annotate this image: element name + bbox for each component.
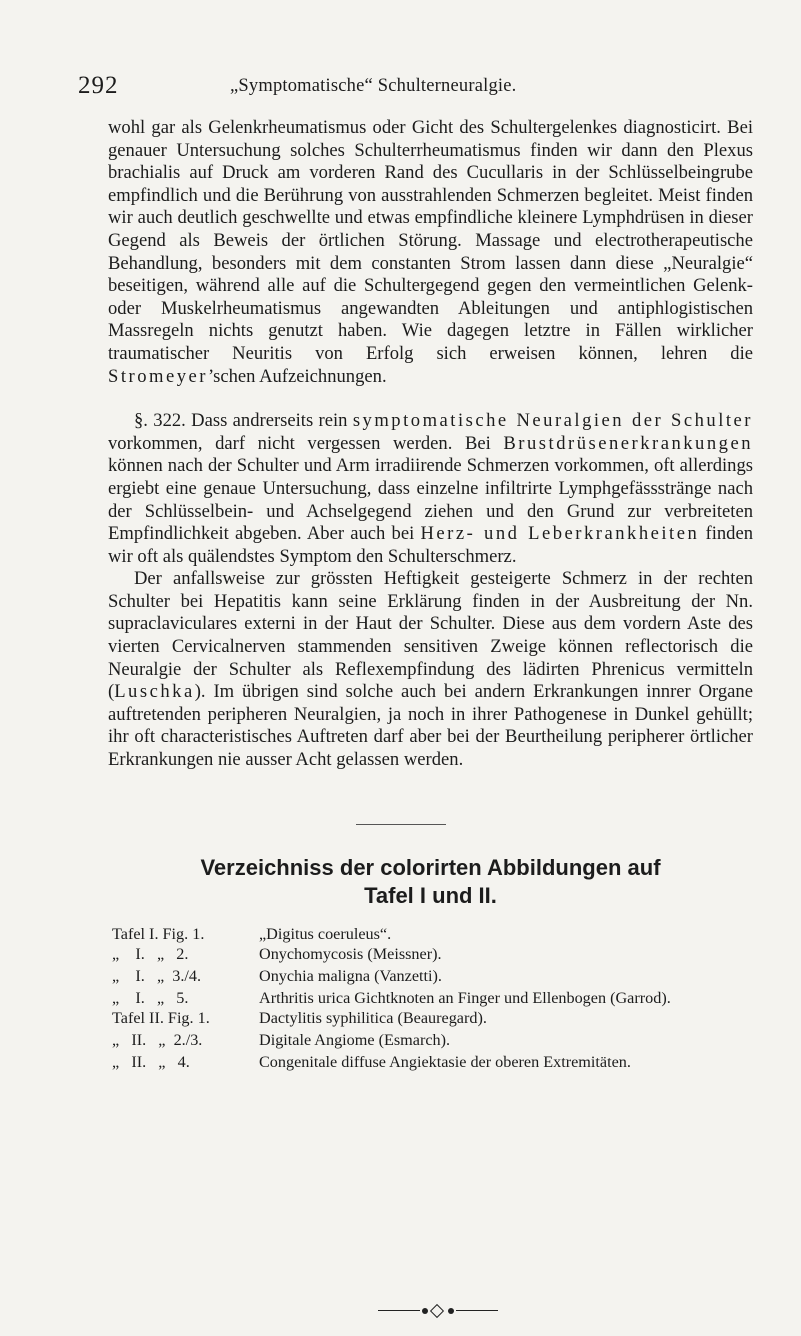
paragraph-1: wohl gar als Gelenkrheumatismus oder Gicht des Schultergelenkes diagnosticirt. Bei genauer Untersuchung solches Schulterrheumatismus finden wir dann den Plexus brachialis auf Druck am vorderen Rand des Cucullaris in der Schlüsselbeingrube empfindlich und die Berührung von ausstrahlenden Schmerzen begleitet. Meist finden wir auch deutlich geschwellte und etwas empfindliche kleinere Lymphdrüsen in dieser Gegend als Beweis der örtlichen Störung. Massage und electrotherapeutische Behandlung, besonders mit dem constanten Strom lassen dann diese „Neuralgie“ beseitigen, während alle auf die Schultergegend gegen den vermeintlichen Gelenk- oder Muskelrheumatismus angewandten Ableitungen und antiphlogistischen Massregeln nichts genutzt haben. Wie dagegen letztre in Fällen wirklicher traumatischer Neuritis von Erfolg sich erweisen können, lehren die Stromeyer’schen Aufzeichnungen. bbox=[108, 117, 753, 387]
paragraph-2: §. 322. Dass andrerseits rein symptomatische Neuralgien der Schulter vorkommen, darf nicht vergessen werden. Bei Brustdrüsenerkrankungen können nach der Schulter und Arm irradiirende Schmerzen vorkommen, oft allerdings ergiebt eine genaue Untersuchung, dass einzelne infiltrirte Lymphgefässstränge nach der Schlüsselbein- und Achselgegend ziehen und den Grund zur verbreiteten Empfindlichkeit abgeben. Aber auch bei Herz- und Leberkrankheiten finden wir oft als quälendstes Symptom den Schulterschmerz. bbox=[108, 410, 754, 567]
section-heading: Verzeichniss der colorirten Abbildungen auf Tafel I und II. bbox=[200, 855, 661, 908]
running-title: „Symptomatische“ Schulterneuralgie. bbox=[230, 76, 517, 96]
end-ornament bbox=[378, 1306, 498, 1316]
emphasis-text: symptomatische Neuralgien der Schulter bbox=[352, 410, 753, 432]
figure-entry: „ I. „ 5. Arthritis urica Gichtknoten an Finger und Ellenbogen (Garrod). bbox=[112, 989, 671, 1007]
author-name: Stromeyer bbox=[108, 365, 208, 387]
paragraph-3: Der anfallsweise zur grössten Heftigkeit gesteigerte Schmerz in der rechten Schulter bei Hepatitis kann seine Erklärung finden in der Ausbreitung der Nn. supraclaviculares externi in der Haut der Schulter. Diese aus dem vordern Aste des vierten Cervicalnerven stammenden sensitiven Zweige können reflectorisch die Neuralgie der Schulter als Reflexempfindung des lädirten Phrenicus vermitteln (Luschka). Im übrigen sind solche auch bei andern Erkrankungen innrer Organe auftretenden peripheren Neuralgien, ja noch in ihrer Pathogenese in Dunkel gehüllt; ihr oft characteristisches Auftreten darf aber bei der Beurtheilung peripherer örtlicher Erkrankungen nie ausser Acht gelassen werden. bbox=[108, 568, 753, 771]
page-number: 292 bbox=[78, 72, 119, 99]
emphasis-text: Brustdrüsenerkrankungen bbox=[503, 432, 753, 454]
figure-list bbox=[112, 924, 772, 1072]
page-header bbox=[78, 72, 758, 102]
figure-entry: „ I. „ 3./4. Onychia maligna (Vanzetti). bbox=[112, 967, 442, 985]
diamond-icon bbox=[430, 1304, 444, 1318]
figure-entry: Tafel I. Fig. 1. „Digitus coeruleus“. bbox=[112, 925, 392, 943]
body-text bbox=[108, 117, 753, 772]
author-name: Luschka bbox=[114, 681, 195, 703]
figure-entry: „ I. „ 2. Onychomycosis (Meissner). bbox=[112, 945, 442, 963]
emphasis-text: Herz- und Leberkrankheiten bbox=[420, 523, 700, 545]
figure-entry: Tafel II. Fig. 1. Dactylitis syphilitica (Beauregard). bbox=[112, 1009, 487, 1027]
figure-entry: „ II. „ 2./3. Digitale Angiome (Esmarch). bbox=[112, 1031, 451, 1049]
section-divider bbox=[356, 824, 446, 825]
figure-entry: „ II. „ 4. Congenitale diffuse Angiektasie der oberen Extremitäten. bbox=[112, 1053, 631, 1071]
